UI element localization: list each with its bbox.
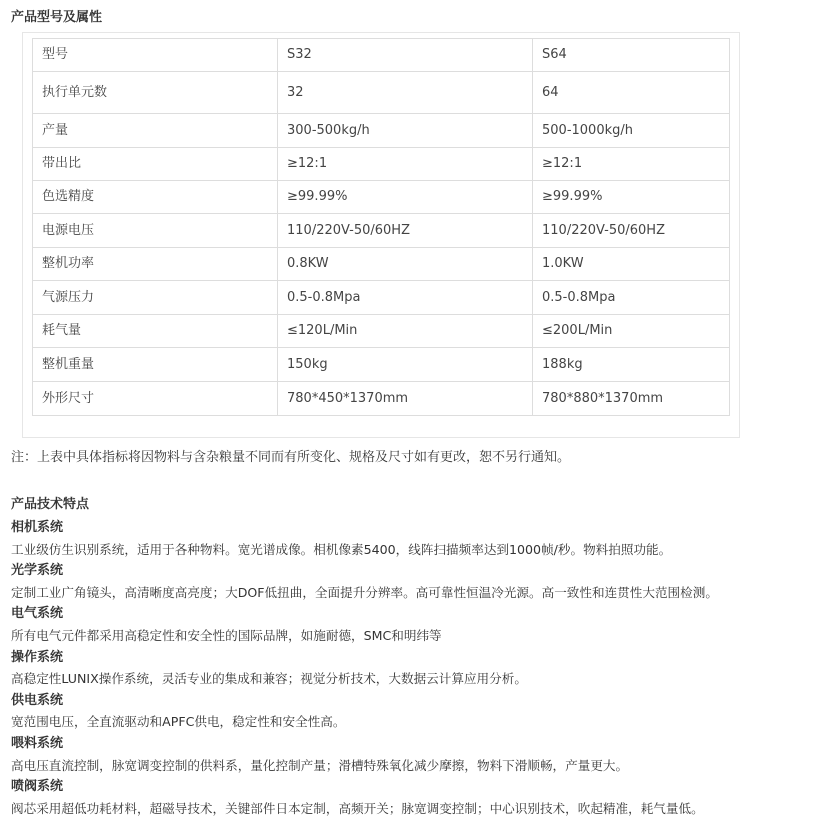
spec-label-cell: 气源压力 bbox=[33, 281, 278, 315]
section-title-properties: 产品型号及属性 bbox=[11, 10, 103, 25]
spec-s32-cell: 300-500kg/h bbox=[278, 114, 533, 148]
spec-s64-cell: 110/220V-50/60HZ bbox=[533, 214, 730, 248]
feature-description: 定制工业广角镜头，高清晰度高亮度；大DOF低扭曲，全面提升分辨率。高可靠性恒温冷光源。高一致性和连贯性大范围检测。 bbox=[11, 584, 718, 600]
spec-s32-cell: ≥12:1 bbox=[278, 148, 533, 181]
table-row bbox=[33, 39, 730, 72]
spec-s64-cell: 188kg bbox=[533, 348, 730, 382]
spec-s32-cell: ≤120L/Min bbox=[278, 315, 533, 348]
table-row bbox=[33, 181, 730, 214]
spec-s64-cell: 64 bbox=[533, 72, 730, 114]
spec-s64-cell: ≥99.99% bbox=[533, 181, 730, 214]
spec-label-cell: 外形尺寸 bbox=[33, 382, 278, 416]
spec-label-cell: 整机重量 bbox=[33, 348, 278, 382]
spec-label-cell: 执行单元数 bbox=[33, 72, 278, 114]
table-row bbox=[33, 114, 730, 148]
feature-heading: 相机系统 bbox=[11, 520, 64, 535]
section-title-features: 产品技术特点 bbox=[11, 497, 90, 512]
spec-s32-cell: 0.5-0.8Mpa bbox=[278, 281, 533, 315]
table-row bbox=[33, 382, 730, 416]
feature-description: 所有电气元件都采用高稳定性和安全性的国际品牌，如施耐德，SMC和明纬等 bbox=[11, 627, 442, 643]
spec-label-cell: 带出比 bbox=[33, 148, 278, 181]
spec-s32-cell: 0.8KW bbox=[278, 248, 533, 281]
spec-table-container bbox=[22, 32, 740, 438]
spec-s64-cell: 780*880*1370mm bbox=[533, 382, 730, 416]
feature-heading: 喂料系统 bbox=[11, 735, 64, 751]
spec-s64-cell: 0.5-0.8Mpa bbox=[533, 281, 730, 315]
feature-description: 宽范围电压，全直流驱动和APFC供电，稳定性和安全性高。 bbox=[11, 714, 346, 730]
feature-description: 阀芯采用超低功耗材料，超磁导技术，关键部件日本定制，高频开关；脉宽调变控制；中心识别技术，吹起精准，耗气量低。 bbox=[11, 800, 704, 816]
table-row bbox=[33, 72, 730, 114]
table-row bbox=[33, 248, 730, 281]
table-row bbox=[33, 348, 730, 382]
spec-s32-cell: 780*450*1370mm bbox=[278, 382, 533, 416]
spec-s64-cell: 1.0KW bbox=[533, 248, 730, 281]
feature-description: 高稳定性LUNIX操作系统，灵活专业的集成和兼容；视觉分析技术，大数据云计算应用分析。 bbox=[11, 671, 527, 687]
spec-label-cell: 整机功率 bbox=[33, 248, 278, 281]
table-row bbox=[33, 214, 730, 248]
spec-s64-cell: ≤200L/Min bbox=[533, 315, 730, 348]
spec-s64-cell: 500-1000kg/h bbox=[533, 114, 730, 148]
table-row bbox=[33, 148, 730, 181]
spec-s32-cell: ≥99.99% bbox=[278, 181, 533, 214]
feature-heading: 光学系统 bbox=[11, 563, 64, 579]
feature-heading: 电气系统 bbox=[11, 606, 64, 622]
features-list bbox=[11, 517, 817, 819]
spec-s32-cell: 32 bbox=[278, 72, 533, 114]
feature-description: 工业级仿生识别系统，适用于各种物料。宽光谱成像。相机像素5400，线阵扫描频率达到1000帧/秒。物料拍照功能。 bbox=[11, 541, 672, 557]
spec-label-cell: 电源电压 bbox=[33, 214, 278, 248]
table-row bbox=[33, 315, 730, 348]
feature-heading: 操作系统 bbox=[11, 649, 64, 665]
spec-s32-cell: S32 bbox=[278, 39, 533, 72]
spec-label-cell: 型号 bbox=[33, 39, 278, 72]
spec-s32-cell: 110/220V-50/60HZ bbox=[278, 214, 533, 248]
table-row bbox=[33, 281, 730, 315]
feature-description: 高电压直流控制，脉宽调变控制的供料系，量化控制产量；滑槽特殊氧化减少摩擦，物料下滑顺畅，产量更大。 bbox=[11, 757, 629, 773]
spec-label-cell: 耗气量 bbox=[33, 315, 278, 348]
feature-heading: 喷阀系统 bbox=[11, 779, 64, 795]
spec-s64-cell: ≥12:1 bbox=[533, 148, 730, 181]
spec-table bbox=[32, 38, 730, 416]
spec-label-cell: 色选精度 bbox=[33, 181, 278, 214]
table-note: 注：上表中具体指标将因物料与含杂粮量不同而有所变化、规格及尺寸如有更改，恕不另行通知。 bbox=[11, 450, 571, 465]
feature-heading: 供电系统 bbox=[11, 692, 64, 708]
spec-s32-cell: 150kg bbox=[278, 348, 533, 382]
spec-label-cell: 产量 bbox=[33, 114, 278, 148]
spec-s64-cell: S64 bbox=[533, 39, 730, 72]
